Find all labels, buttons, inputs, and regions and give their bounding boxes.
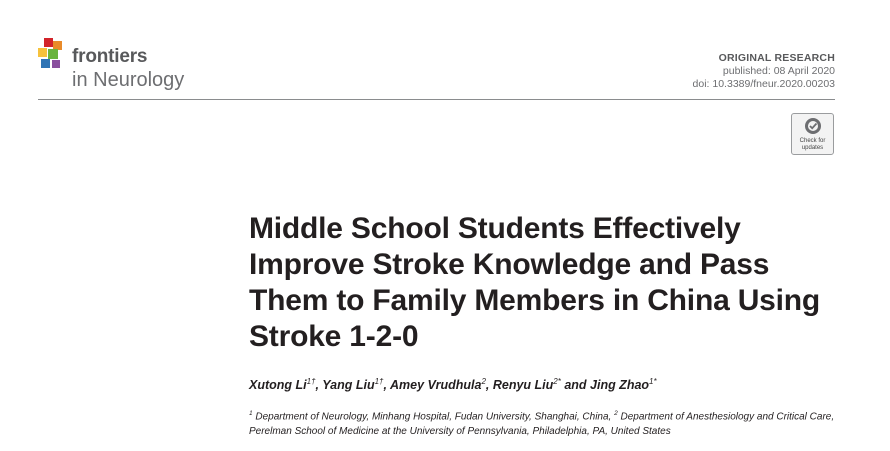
author-name[interactable]: Amey Vrudhula <box>389 378 482 393</box>
author-separator: , <box>485 378 493 393</box>
author-separator: , <box>383 378 390 393</box>
author-affiliation-marker: 2 <box>481 377 486 386</box>
article-type: ORIGINAL RESEARCH <box>718 52 835 64</box>
frontiers-logo-icon <box>38 38 68 72</box>
article-title: Middle School Students Effectively Improve Stroke Knowledge and Pass Them to Family Members in China Using Stroke 1-2-0 <box>249 212 821 353</box>
journal-name-line1: frontiers <box>72 46 148 67</box>
author-affiliation-marker: 1† <box>374 377 384 386</box>
author-list <box>249 377 657 392</box>
author-affiliation-marker: 1† <box>306 377 316 386</box>
header-divider <box>38 99 835 100</box>
affiliation-number: 1 <box>249 410 253 417</box>
affiliations <box>249 406 839 439</box>
author-name[interactable]: Renyu Liu <box>492 378 554 393</box>
article-meta <box>693 52 835 91</box>
author-name[interactable]: Xutong Li <box>249 378 307 393</box>
author-affiliation-marker: 2* <box>553 377 561 386</box>
published-date: published: 08 April 2020 <box>722 65 835 77</box>
author-separator: and <box>560 378 591 393</box>
affiliation-number: 2 <box>614 410 618 417</box>
doi[interactable]: doi: 10.3389/fneur.2020.00203 <box>692 78 835 90</box>
journal-logo[interactable] <box>38 38 208 98</box>
affiliation-text: Department of Anesthesiology and Critical Care, Perelman School of Medicine at the University of Pennsylvania, Philadelphia, PA, United States <box>249 411 835 438</box>
check-updates-label: Check for updates <box>799 138 826 151</box>
check-updates-icon <box>804 117 822 135</box>
affiliation-text: Department of Neurology, Minhang Hospital, Fudan University, Shanghai, China, <box>252 411 615 423</box>
author-name[interactable]: Yang Liu <box>322 378 375 393</box>
author-separator: , <box>315 378 323 393</box>
author-affiliation-marker: 1* <box>649 377 657 386</box>
journal-name-line2: in Neurology <box>72 69 185 91</box>
check-for-updates-button[interactable] <box>791 113 834 155</box>
author-name[interactable]: Jing Zhao <box>590 378 650 393</box>
